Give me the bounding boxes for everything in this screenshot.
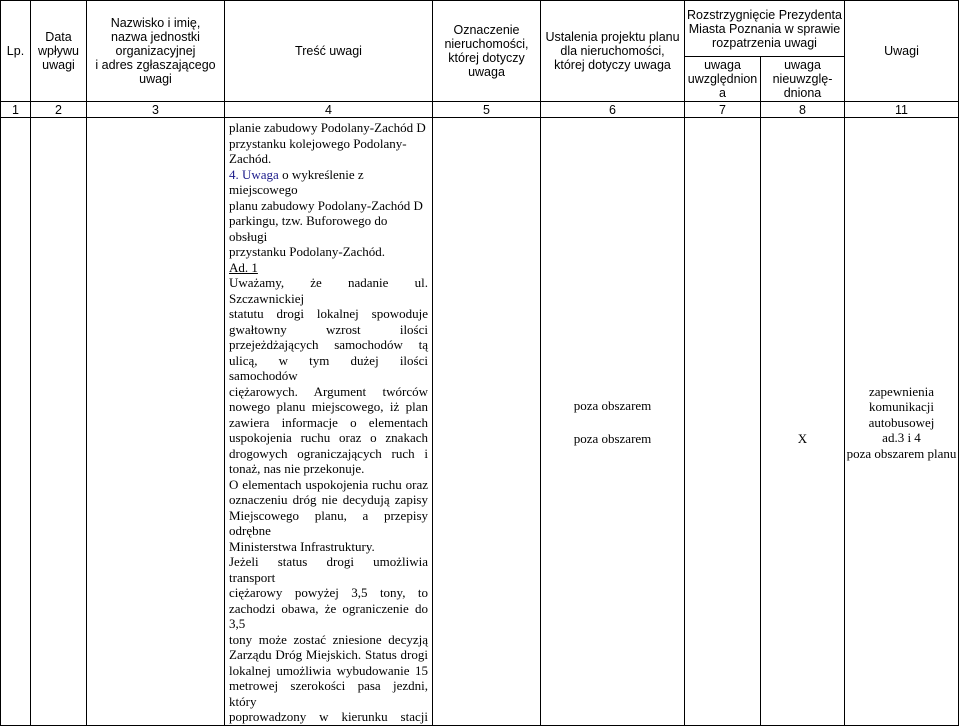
point-4-number: 4. Uwaga <box>229 166 279 182</box>
cell-uwzgledniona <box>685 118 761 726</box>
paragraph-line: Uważamy, że nadanie ul. Szczawnickiej <box>229 275 428 306</box>
ad1-heading: Ad. 1 <box>229 259 258 275</box>
column-number: 7 <box>685 102 761 118</box>
paragraph-line: poprowadzony w kierunku stacji <box>229 709 428 724</box>
header-tresc: Treść uwagi <box>225 1 433 102</box>
comment-paragraph <box>229 275 428 725</box>
cell-data <box>31 118 87 726</box>
column-number: 2 <box>31 102 87 118</box>
header-nieuwzgledniona: uwaga nieuwzglę- dniona <box>761 57 845 102</box>
paragraph-line: zawiera informacje o elementach <box>229 414 428 430</box>
uwagi-text: zapewnienia komunikacji autobusowej ad.3 i 4 poza obszarem planu <box>846 383 957 461</box>
paragraph-line: Ministerstwa Infrastruktury. <box>229 538 375 554</box>
paragraph-line: ciężarowych. Argument twórców <box>229 383 428 399</box>
paragraph-line: tony może zostać zniesione decyzją <box>229 631 428 647</box>
paragraph-line: Jeżeli status drogi umożliwia transport <box>229 554 428 585</box>
paragraph-line: metrowej szerokości pasa jezdni, który <box>229 678 428 709</box>
header-oznaczenie: Oznaczenie nieruchomości, której dotyczy uwaga <box>433 1 541 102</box>
cell-nazwisko <box>87 118 225 726</box>
cell-uwagi <box>845 118 959 726</box>
paragraph-line: gwałtowny wzrost ilości <box>229 321 428 337</box>
cell-oznaczenie <box>433 118 541 726</box>
cell-tresc <box>225 118 433 726</box>
column-number: 6 <box>541 102 685 118</box>
header-uwagi: Uwagi <box>845 1 959 102</box>
column-number: 8 <box>761 102 845 118</box>
column-number: 4 <box>225 102 433 118</box>
paragraph-line: zachodzi obawa, że ograniczenie do 3,5 <box>229 600 428 631</box>
paragraph-line: Zarządu Dróg Miejskich. Status drogi <box>229 647 428 662</box>
column-number: 5 <box>433 102 541 118</box>
header-lp: Lp. <box>1 1 31 102</box>
header-ustalenia: Ustalenia projektu planu dla nieruchomości, której dotyczy uwaga <box>541 1 685 102</box>
paragraph-line: przejeżdżających samochodów tą <box>229 337 428 352</box>
header-uwzgledniona: uwaga uwzględnion a <box>685 57 761 102</box>
paragraph-line: ciężarowy powyżej 3,5 tony, to <box>229 585 428 600</box>
paragraph-line: drogowych ograniczających ruch i <box>229 445 428 461</box>
tresc-text: planie zabudowy Podolany-Zachód D przystanku kolejowego Podolany- Zachód. 4. Uwaga o wykreślenie z miejscowego planu zabudowy Podolany-Zachód D parkingu, tzw. Buforowego do obsługi przystanku Podolany-Zachód. Ad. 1 Uważamy, że nadanie ul. Szczawnickiej statutu drogi lokalnej spowoduje gwałtowny wzrost ilości przejeżdżających samochodów tą ulicą, w tym dużej ilości samochodów ciężarowych. Argument twórców nowego planu miejscowego, iż plan zawiera informacje o elementach uspokojenia ruchu oraz o znakach drogowych ograniczających ruch i tonaż, nas nie przekonuje. O elementach uspokojenia ruchu oraz oznaczeniu dróg nie decydują zapisy Miejscowego planu, a przepisy odrębne Ministerstwa Infrastruktury. Jeżeli status drogi umożliwia transport ciężarowy powyżej 3,5 tony, to zachodzi obawa, że ograniczenie do 3,5 tony może zostać zniesione decyzją Zarządu Dróg Miejskich. Status drogi lokalnej umożliwia wybudowanie 15 metrowej szerokości pasa jezdni, który poprowadzony w kierunku stacji <box>229 120 428 724</box>
paragraph-line: tonaż, nas nie przekonuje. <box>229 461 365 476</box>
column-number: 3 <box>87 102 225 118</box>
column-number: 11 <box>845 102 959 118</box>
nieuwzgledniona-mark: X <box>797 430 808 446</box>
paragraph-line: uspokojenia ruchu oraz o znakach <box>229 430 428 445</box>
paragraph-line: nowego planu miejscowego, iż plan <box>229 399 428 414</box>
paragraph-line: ulicą, w tym dużej ilości samochodów <box>229 352 428 383</box>
column-number: 1 <box>1 102 31 118</box>
header-nazwisko: Nazwisko i imię, nazwa jednostki organizacyjnej i adres zgłaszającego uwagi <box>87 1 225 102</box>
cell-nieuwzgledniona <box>761 118 845 726</box>
paragraph-line: lokalnej umożliwia wybudowanie 15 <box>229 662 428 678</box>
paragraph-line: statutu drogi lokalnej spowoduje <box>229 306 428 321</box>
paragraph-line: Miejscowego planu, a przepisy odrębne <box>229 507 428 538</box>
header-data-wplywu: Data wpływu uwagi <box>31 1 87 102</box>
paragraph-line: oznaczeniu dróg nie decydują zapisy <box>229 492 428 507</box>
cell-ustalenia <box>541 118 685 726</box>
cell-lp <box>1 118 31 726</box>
paragraph-line: O elementach uspokojenia ruchu oraz <box>229 476 428 492</box>
ustalenia-text-2: poza obszarem <box>573 430 652 446</box>
header-rozstrzygniecie: Rozstrzygnięcie Prezydenta Miasta Poznania w sprawie rozpatrzenia uwagi <box>685 1 845 57</box>
ustalenia-text-1: poza obszarem <box>573 398 652 414</box>
